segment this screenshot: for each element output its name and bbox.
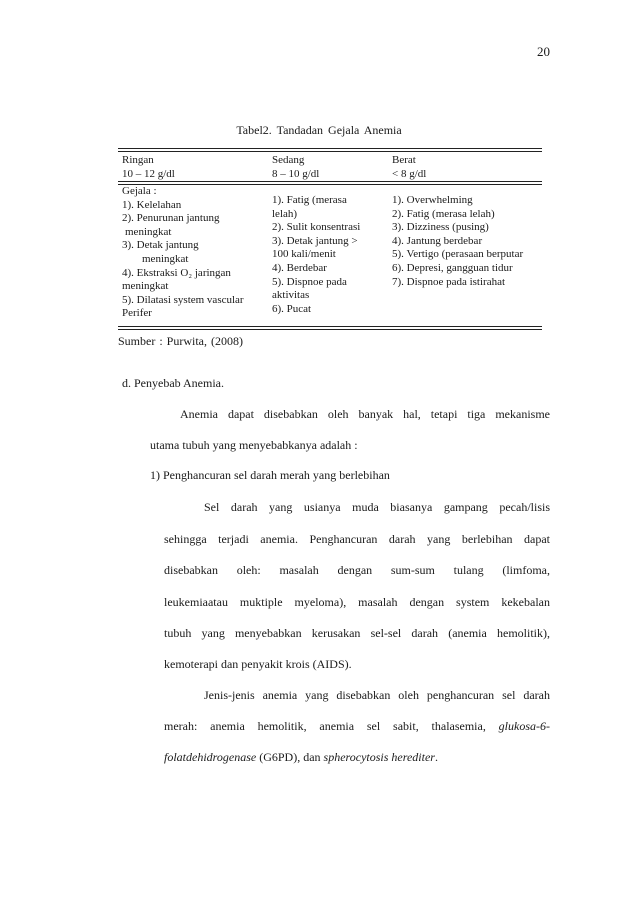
table-cell: 6). Pucat	[272, 302, 312, 315]
table-top-rule	[118, 148, 542, 149]
header-berat-label: Berat	[392, 154, 416, 166]
header-ringan	[122, 154, 175, 181]
paragraph-line	[164, 750, 438, 765]
intro-line-2: utama tubuh yang menyebabkanya adalah :	[150, 438, 358, 452]
paragraph-line: disebabkan oleh: masalah dengan sum-sum tulang (limfoma,	[164, 563, 550, 577]
berat-column	[392, 194, 523, 289]
header-sedang	[272, 154, 319, 181]
table-top-rule-2	[118, 151, 542, 152]
table-cell: aktivitas	[272, 289, 310, 302]
table-cell: 2). Fatig (merasa lelah)	[392, 207, 495, 220]
ringan-column	[122, 185, 244, 321]
table-cell: 4). Ekstraksi O₂ jaringan	[122, 266, 231, 279]
table-cell: meningkat	[142, 252, 189, 265]
table-cell: 6). Depresi, gangguan tidur	[392, 261, 513, 274]
table-cell: 5). Dilatasi system vascular	[122, 293, 244, 306]
table-cell: meningkat	[125, 225, 172, 238]
table-cell: 3). Dizziness (pusing)	[392, 221, 489, 234]
page-number: 20	[537, 44, 550, 59]
table-cell: 1). Overwhelming	[392, 194, 473, 206]
table-cell: 4). Jantung berdebar	[392, 234, 483, 247]
paragraph-text: .	[434, 750, 438, 764]
paragraph-line: Jenis-jenis anemia yang disebabkan oleh penghancuran sel darah	[204, 688, 550, 702]
table-source: Sumber : Purwita, (2008)	[118, 334, 243, 348]
section-heading: d. Penyebab Anemia.	[122, 376, 224, 390]
table-cell: 3). Detak jantung	[122, 239, 199, 252]
paragraph-line: sehingga terjadi anemia. Penghancuran darah yang berlebihan dapat	[164, 532, 550, 546]
table-cell: 1). Kelelahan	[122, 198, 182, 211]
table-caption: Tabel2. Tandadan Gejala Anemia	[236, 123, 402, 137]
header-sedang-range: 8 – 10 g/dl	[272, 167, 320, 180]
table-cell: 2). Sulit konsentrasi	[272, 221, 361, 234]
header-berat-range: < 8 g/dl	[392, 167, 427, 180]
sedang-column	[272, 194, 360, 316]
paragraph-text: (G6PD), dan	[256, 750, 324, 764]
table-bottom-rule	[118, 326, 542, 327]
table-cell: 2). Penurunan jantung	[122, 212, 220, 225]
paragraph-italic: folatdehidrogenase	[164, 750, 257, 764]
table-cell: Perifer	[122, 307, 152, 320]
table-bottom-rule-2	[118, 329, 542, 330]
header-sedang-label: Sedang	[272, 154, 305, 166]
item-1-heading: 1) Penghancuran sel darah merah yang berlebihan	[150, 468, 390, 482]
table-cell: 7). Dispnoe pada istirahat	[392, 275, 506, 288]
paragraph-line: Sel darah yang usianya muda biasanya gampang pecah/lisis	[204, 500, 550, 514]
symptoms-table	[118, 148, 542, 338]
paragraph-text: merah: anemia hemolitik, anemia sel sabit, thalasemia,	[164, 719, 486, 733]
table-cell: lelah)	[272, 207, 298, 220]
paragraph-line: leukemiaatau muktiple myeloma), masalah dengan system kekebalan	[164, 595, 550, 609]
header-ringan-range: 10 – 12 g/dl	[122, 167, 175, 180]
header-berat	[392, 154, 426, 181]
paragraph-italic: spherocytosis herediter	[323, 750, 435, 764]
table-cell: 100 kali/menit	[272, 248, 336, 261]
paragraph-line	[164, 719, 550, 734]
paragraph-italic: glukosa-6-	[498, 719, 550, 733]
header-ringan-label: Ringan	[122, 154, 154, 166]
table-header-rule	[118, 181, 542, 182]
table-cell: 3). Detak jantung >	[272, 234, 358, 247]
intro-line-1: Anemia dapat disebabkan oleh banyak hal, tetapi tiga mekanisme	[180, 407, 550, 421]
table-cell: 5). Vertigo (perasaan berputar	[392, 248, 524, 261]
paragraph-line: tubuh yang menyebabkan kerusakan sel-sel darah (anemia hemolitik),	[164, 626, 550, 640]
table-cell: meningkat	[122, 280, 169, 293]
table-cell: Gejala :	[122, 185, 157, 197]
table-cell: 1). Fatig (merasa	[272, 194, 347, 206]
table-cell: 4). Berdebar	[272, 261, 327, 274]
table-cell: 5). Dispnoe pada	[272, 275, 347, 288]
paragraph-line: kemoterapi dan penyakit krois (AIDS).	[164, 657, 352, 671]
